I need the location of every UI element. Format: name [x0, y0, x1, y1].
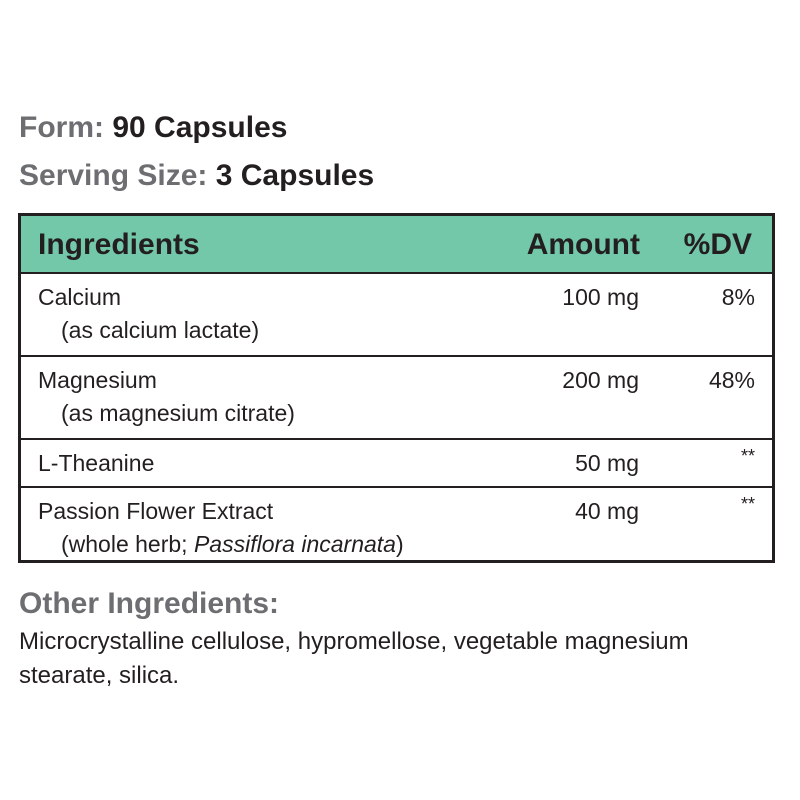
table-header	[21, 216, 772, 274]
ingredient-amount: 200 mg	[562, 367, 639, 393]
ingredient-source: (as magnesium citrate)	[61, 400, 295, 426]
ingredient-dv: 8%	[721, 284, 755, 310]
ingredient-name: Passion Flower Extract	[38, 498, 274, 524]
other-ingredients-heading: Other Ingredients:	[19, 587, 280, 620]
source-prefix: (whole herb;	[61, 531, 194, 557]
other-ingredients-text: Microcrystalline cellulose, hypromellose, vegetable magnesium stearate, silica.	[19, 628, 689, 689]
table-row	[21, 274, 772, 357]
ingredient-amount: 100 mg	[562, 284, 639, 310]
ingredient-name: Magnesium	[38, 367, 157, 393]
form-label: Form:	[19, 111, 104, 144]
header-amount: Amount	[526, 228, 640, 261]
ingredient-amount: 40 mg	[575, 498, 639, 524]
supplement-facts-table	[18, 213, 775, 563]
form-line	[19, 111, 287, 145]
table-row	[21, 357, 772, 440]
form-value: 90 Capsules	[112, 111, 288, 144]
header-ingredients: Ingredients	[38, 228, 200, 261]
ingredient-name: Calcium	[38, 284, 122, 310]
header-dv: %DV	[683, 228, 752, 261]
table-row	[21, 440, 772, 488]
ingredient-dv: **	[740, 446, 755, 466]
source-botanical-name: Passiflora incarnata	[193, 531, 396, 557]
ingredient-dv: 48%	[708, 367, 755, 393]
ingredient-amount: 50 mg	[575, 450, 639, 476]
ingredient-source	[61, 531, 404, 558]
serving-size-value: 3 Capsules	[215, 159, 375, 192]
serving-size-line	[19, 159, 374, 193]
ingredient-source: (as calcium lactate)	[61, 317, 260, 343]
source-suffix: )	[395, 531, 404, 557]
table-row	[21, 488, 772, 560]
ingredient-dv: **	[740, 494, 755, 514]
serving-size-label: Serving Size:	[19, 159, 208, 192]
ingredient-name: L-Theanine	[38, 450, 155, 476]
